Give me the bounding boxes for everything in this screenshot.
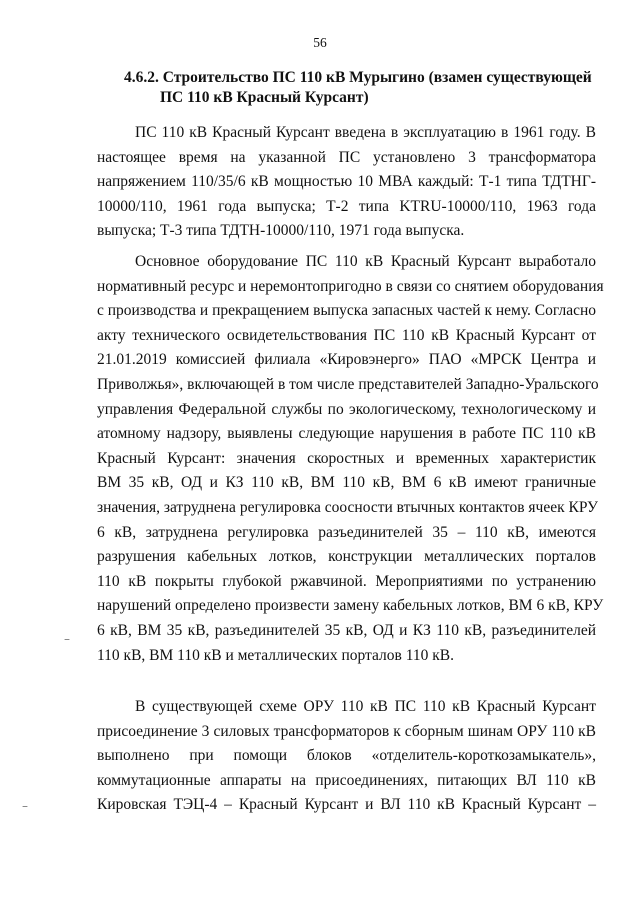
- text-line: напряжением 110/35/6 кВ мощностью 10 МВА каждый: Т-1 типа ТДТНГ-: [97, 173, 596, 191]
- text-line: В существующей схеме ОРУ 110 кВ ПС 110 кВ Красный Курсант: [135, 698, 596, 715]
- paragraph-2: [97, 250, 604, 668]
- paragraph-3: [97, 695, 596, 818]
- text-line: с производства и прекращением выпуска запасных частей к нему. Согласно: [97, 302, 596, 320]
- text-line: присоединение 3 силовых трансформаторов к сборным шинам ОРУ 110 кВ: [97, 722, 596, 740]
- text-line: 6 кВ, затруднена регулировка разъединителей 35 – 110 кВ, имеются: [97, 523, 596, 541]
- text-line: Кировская ТЭЦ-4 – Красный Курсант и ВЛ 110 кВ Красный Курсант –: [97, 796, 596, 814]
- text-line: ПС 110 кВ Красный Курсант введена в эксплуатацию в 1961 году. В: [135, 124, 596, 141]
- text-line: разрушения кабельных лотков, конструкции металлических порталов: [97, 548, 596, 566]
- section-heading: [124, 68, 594, 108]
- text-line: 110 кВ покрыты глубокой ржавчиной. Мероприятиями по устранению: [97, 572, 596, 590]
- text-line: 110 кВ, ВМ 110 кВ и металлических порталов 110 кВ.: [97, 646, 454, 664]
- scan-speck: –: [22, 799, 28, 813]
- text-line: 10000/110, 1961 года выпуска; Т-2 типа KTRU-10000/110, 1963 года: [97, 197, 596, 215]
- text-line: нормативный ресурс и неремонтопригодно в связи со снятием оборудования: [97, 277, 604, 295]
- text-line: 6 кВ, ВМ 35 кВ, разъединителей 35 кВ, ОД и КЗ 110 кВ, разъединителей: [97, 621, 596, 639]
- text-line: значения, затруднена регулировка соосности втычных контактов ячеек КРУ: [97, 498, 599, 516]
- text-line: ВМ 35 кВ, ОД и КЗ 110 кВ, ВМ 110 кВ, ВМ 6 кВ имеют граничные: [97, 474, 596, 492]
- paragraph-1: [97, 121, 596, 244]
- text-line: акту технического освидетельствования ПС 110 кВ Красный Курсант от: [97, 326, 596, 344]
- text-line: атомному надзору, выявлены следующие нарушения в работе ПС 110 кВ: [97, 425, 596, 443]
- text-line: коммутационные аппараты на присоединениях, питающих ВЛ 110 кВ: [97, 771, 596, 789]
- section-heading-line: 4.6.2. Строительство ПС 110 кВ Мурыгино (взамен существующей: [124, 69, 592, 86]
- section-heading-line: ПС 110 кВ Красный Курсант): [160, 89, 369, 106]
- text-line: выпуска; Т-3 типа ТДТН-10000/110, 1971 года выпуска.: [97, 222, 465, 240]
- text-line: управления Федеральной службы по экологическому, технологическому и: [97, 400, 596, 418]
- text-line: выполнено при помощи блоков «отделитель-короткозамыкатель»,: [97, 747, 596, 765]
- text-line: нарушений определено произвести замену кабельных лотков, ВМ 6 кВ, КРУ: [97, 597, 604, 615]
- page-number: 56: [313, 35, 327, 50]
- text-line: 21.01.2019 комиссией филиала «Кировэнерго» ПАО «МРСК Центра и: [97, 351, 596, 369]
- scan-speck: –: [64, 632, 70, 646]
- text-line: Приволжья», включающей в том числе представителей Западно-Уральского: [97, 375, 599, 393]
- text-line: Основное оборудование ПС 110 кВ Красный Курсант выработало: [135, 253, 596, 270]
- text-line: настоящее время на указанной ПС установлено 3 трансформатора: [97, 148, 596, 166]
- text-line: Красный Курсант: значения скоростных и временных характеристик: [97, 449, 596, 467]
